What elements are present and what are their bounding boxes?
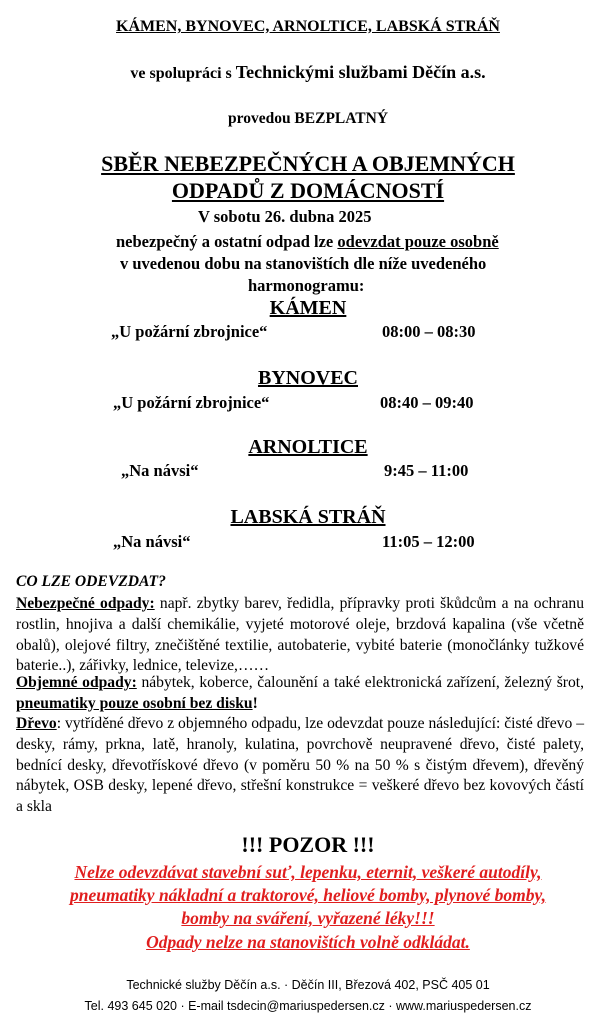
warning-line-3: bomby na sváření, vyřazené léky!!! — [181, 908, 435, 928]
hazardous-paragraph — [16, 594, 584, 677]
hazardous-text: např. zbytky barev, ředidla, přípravky proti škůdcům a na ochranu rostlin, hnojiva a další chemikálie, vyjeté motorové oleje, brzdová kapalina (vše včetně obalů), olejové filtry, znečištěné textilie, autobaterie, vybité baterie (monočlánky tužkové baterie..), zářivky, lednice, televize,…… — [16, 595, 585, 675]
schedule-place-arnoltice: „Na návsi“ — [121, 461, 199, 480]
cooperation-line — [0, 62, 616, 83]
cooperation-prefix: ve spolupráci s — [130, 65, 236, 82]
intro-line-1-text: nebezpečný a ostatní odpad lze — [116, 232, 338, 251]
schedule-village-labska-stran: LABSKÁ STRÁŇ — [230, 506, 386, 528]
bulky-paragraph — [16, 673, 584, 715]
wood-label: Dřevo — [16, 715, 57, 732]
title-line-2: ODPADŮ Z DOMÁCNOSTÍ — [171, 178, 445, 203]
footer-address: Technické služby Děčín a.s. · Děčín III, Březová 402, PSČ 405 01 — [126, 978, 490, 992]
collection-date: V sobotu 26. dubna 2025 — [198, 207, 372, 226]
intro-line-1-emphasis: odevzdat pouze osobně — [337, 232, 499, 251]
intro-line-1 — [116, 232, 499, 252]
schedule-time-bynovec: 08:40 – 09:40 — [380, 393, 474, 412]
wood-text: : vytříděné dřevo z objemného odpadu, lze odevzdat pouze následující: čisté dřevo – desky, rámy, prkna, latě, hranoly, kulatina, povrchově neupravené dřevo, čisté palety, bednící desky, dřevotřískové dřevo (v poměru 50 % na 50 % s čistým dřevem), dřevěný nábytek, OSB desky, lepené dřevo, střešní konstrukce = veškeré dřevo bez kovových částí a skla — [16, 715, 584, 816]
schedule-time-labska-stran: 11:05 – 12:00 — [382, 532, 475, 551]
warning-line-2: pneumatiky nákladní a traktorové, heliové bomby, plynové bomby, — [69, 885, 547, 905]
schedule-village-arnoltice: ARNOLTICE — [248, 436, 368, 458]
provide-line: provedou BEZPLATNÝ — [227, 110, 389, 127]
warning-line-4: Odpady nelze na stanovištích volně odkládat. — [146, 932, 470, 952]
schedule-time-kamen: 08:00 – 08:30 — [382, 322, 476, 341]
villages-heading: KÁMEN, BYNOVEC, ARNOLTICE, LABSKÁ STRÁŇ — [116, 18, 500, 35]
schedule-village-bynovec: BYNOVEC — [257, 367, 358, 389]
what-heading: CO LZE ODEVZDAT? — [16, 573, 166, 590]
bulky-label: Objemné odpady: — [16, 674, 137, 691]
schedule-time-arnoltice: 9:45 – 11:00 — [384, 461, 469, 480]
wood-paragraph — [16, 714, 584, 818]
cooperation-org: Technickými službami Děčín a.s. — [235, 62, 486, 82]
intro-line-2: v uvedenou dobu na stanovištích dle níže uvedeného — [120, 254, 487, 273]
hazardous-label: Nebezpečné odpady: — [16, 595, 155, 612]
schedule-place-bynovec: „U požární zbrojnice“ — [113, 393, 270, 412]
schedule-place-kamen: „U požární zbrojnice“ — [111, 322, 268, 341]
intro-line-3: harmonogramu: — [248, 276, 365, 295]
title-line-1: SBĚR NEBEZPEČNÝCH A OBJEMNÝCH — [101, 151, 515, 176]
schedule-village-kamen: KÁMEN — [269, 297, 347, 319]
bulky-tires: pneumatiky pouze osobní bez disku — [16, 694, 253, 712]
schedule-place-labska-stran: „Na návsi“ — [113, 532, 191, 551]
warning-line-1: Nelze odevzdávat stavební suť, lepenku, eternit, veškeré autodíly, — [74, 862, 542, 882]
footer-contact: Tel. 493 645 020 · E-mail tsdecin@mariuspedersen.cz · www.mariuspedersen.cz — [84, 999, 532, 1013]
bulky-text: nábytek, koberce, čalounění a také elektronická zařízení, železný šrot, — [136, 674, 585, 691]
bulky-end: ! — [252, 694, 258, 712]
warning-title: !!! POZOR !!! — [241, 832, 375, 857]
